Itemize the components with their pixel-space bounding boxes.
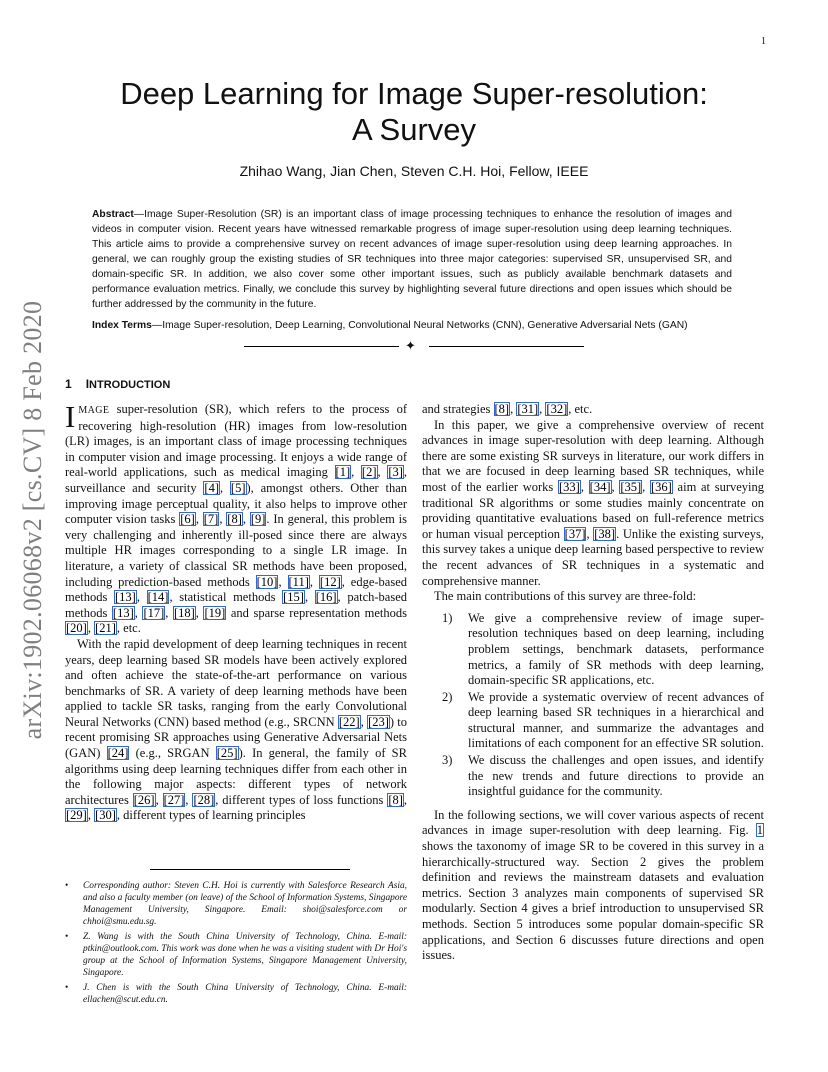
citation-link[interactable]: [5]	[230, 480, 246, 495]
citation-link[interactable]: [12]	[319, 574, 341, 589]
index-terms-dash: —	[151, 320, 163, 331]
text-run: (e.g., SRGAN	[129, 746, 216, 761]
small-caps-word: MAGE	[78, 405, 110, 416]
citation-link[interactable]: [31]	[517, 402, 539, 416]
text-run: ,	[87, 621, 95, 636]
text-run: , different types of loss functions	[215, 792, 388, 807]
citation-link[interactable]: [1]	[335, 465, 351, 480]
divider-line-left	[244, 346, 399, 347]
citation-link[interactable]: [29]	[66, 808, 87, 823]
text-run: With the rapid development of deep learning techniques in recent years, deep learning based SR models have been actively explored and often achieve the state-of-the-art performance on various benchmarks of SR. A variety of deep learning methods have been applied to tackle SR tasks, ranging from the early Convolutional Neural Networks (CNN) based method (e.g., SRCNN	[65, 636, 407, 729]
list-item-number: 2)	[442, 689, 453, 704]
list-item-number: 1)	[442, 610, 453, 625]
abstract-dash: —	[133, 209, 145, 220]
bullet-icon: •	[65, 932, 69, 942]
figure-link[interactable]: 1	[756, 823, 763, 838]
index-terms	[92, 318, 752, 333]
list-item-text: We discuss the challenges and open issues, and identify the new trends and future directions to provide an insightful guidance for the community.	[468, 753, 764, 799]
text-run: , surveillance and security	[65, 465, 408, 495]
divider-line-right	[429, 346, 584, 347]
list-item-text: We give a comprehensive review of image super-resolution techniques based on deep learning, including problem settings, benchmark datasets, performance metrics, a family of SR methods with deep learning, domain-specific SR applications, etc.	[468, 610, 764, 688]
text-run: ,	[87, 808, 95, 823]
text-run: , etc.	[568, 402, 593, 416]
citation-link[interactable]: [8]	[494, 402, 510, 416]
citation-link[interactable]: [27]	[163, 792, 185, 807]
intro-paragraph-2-continued	[422, 402, 764, 418]
text-run: ,	[403, 792, 408, 807]
text-run: ) to recent promising SR approaches using Generative Adversarial Nets (GAN)	[65, 714, 408, 761]
text-run: ). In general, the family of SR algorithms using deep learning techniques differ from each other in the following major aspects: different types of network architectures	[65, 746, 407, 807]
citation-link[interactable]: [6]	[180, 512, 195, 527]
text-run: ,	[219, 480, 230, 495]
text-run: ,	[185, 792, 193, 807]
right-column	[422, 402, 764, 964]
list-item	[422, 690, 764, 752]
footnote-item	[65, 880, 407, 928]
section-title-rest: NTRODUCTION	[89, 379, 171, 391]
text-run: shows the taxonomy of image SR to be covered in this survey in a hierarchically-structured way. Section 2 gives the problem definition and reviews the mainstream datasets and evaluation metrics. Section 3 analyzes main components of supervised SR modularly. Section 4 gives a brief introduction to unsupervised SR methods. Section 5 introduces some popular domain-specific SR applications, and Section 6 discusses future directions and open issues.	[422, 839, 764, 963]
footnote-item	[65, 931, 407, 979]
text-run: ,	[360, 714, 368, 729]
index-terms-label: Index Terms	[92, 320, 152, 331]
section-divider	[244, 340, 584, 352]
text-run: ,	[586, 526, 594, 541]
citation-link[interactable]: [8]	[388, 792, 403, 807]
contributions-intro: The main contributions of this survey are three-fold:	[434, 589, 697, 604]
citation-link[interactable]: [21]	[95, 621, 116, 636]
text-run: ,	[351, 465, 361, 480]
text-run: ), amongst others. Other than improving image perceptual quality, it also helps to improve other computer vision tasks	[65, 480, 407, 527]
text-run: ,	[155, 792, 163, 807]
citation-link[interactable]: [32]	[546, 402, 568, 416]
footnote-text: Corresponding author: Steven C.H. Hoi is currently with Salesforce Research Asia, and also a faculty member (on leave) of the School of Information Systems, Singapore Management University, Singapore. Email: shoi@salesforce.com or chhoi@smu.edu.sg.	[83, 881, 407, 927]
list-item-text: We provide a systematic overview of recent advances of deep learning based SR techniques in a hierarchical and structural manner, and summarize the advantages and limitations of each component for an effective SR solution.	[468, 689, 764, 751]
text-run: ,	[165, 605, 173, 620]
bullet-icon: •	[65, 881, 69, 891]
section-title-first-letter: I	[85, 377, 90, 391]
intro-paragraph-1	[65, 399, 408, 637]
title-line-1: Deep Learning for Image Super-resolution:	[120, 76, 708, 111]
citation-link[interactable]: [23]	[368, 714, 389, 729]
citation-link[interactable]: [11]	[288, 574, 309, 589]
text-run: ,	[539, 402, 546, 416]
text-run: . Unlike the existing surveys, this survey takes a unique deep learning based perspective to review the recent advances of SR techniques in a systematic and comprehensive manner.	[422, 526, 765, 588]
citation-link[interactable]: [34]	[589, 479, 611, 494]
abstract-label: Abstract	[92, 209, 134, 220]
footnotes	[65, 880, 407, 1009]
intro-paragraph-4	[422, 808, 764, 964]
list-item	[422, 753, 764, 800]
text-run: super-resolution (SR), which refers to the process of recovering high-resolution (HR) images from low-resolution (LR) images, is an important class of image processing techniques in computer vision and image processing. It enjoys a wide range of real-world applications, such as medical imaging	[65, 402, 407, 480]
text-run: ,	[242, 512, 250, 527]
text-run: and sparse representation methods	[226, 605, 407, 620]
text-run: ,	[580, 479, 589, 494]
divider-star-icon: ✦	[405, 338, 416, 353]
citation-link[interactable]: [2]	[361, 465, 377, 480]
citation-link[interactable]: [33]	[559, 479, 580, 494]
footnote-rule	[150, 869, 350, 870]
citation-link[interactable]: [25]	[216, 746, 238, 761]
footnote-text: J. Chen is with the South China University of Technology, China. E-mail: ellachen@scut.edu.cn.	[83, 983, 407, 1005]
list-item-number: 3)	[442, 753, 453, 768]
text-run: ,	[134, 605, 143, 620]
left-column	[65, 399, 408, 824]
section-heading-introduction	[65, 377, 170, 391]
text-run: , patch-based methods	[65, 590, 408, 620]
text-run: , edge-based methods	[65, 574, 408, 605]
citation-link[interactable]: [20]	[66, 621, 87, 636]
index-terms-text: Image Super-resolution, Deep Learning, Convolutional Neural Networks (CNN), Generative Adversarial Nets (GAN)	[162, 320, 688, 331]
text-run: ,	[304, 590, 315, 605]
citation-link[interactable]: [9]	[250, 512, 266, 527]
text-run: , statistical methods	[169, 590, 283, 605]
citation-link[interactable]: [36]	[651, 479, 672, 494]
text-run: ,	[611, 479, 620, 494]
footnote-text: Z. Wang is with the South China University of Technology, China. E-mail: ptkin@outlook.com. This work was done when he was a visiting student with Dr Hoi's group at the School of Information Systems, Singapore Management University, Singapore.	[83, 932, 407, 978]
list-item	[422, 611, 764, 689]
citation-link[interactable]: [14]	[147, 590, 169, 605]
text-run: ,	[136, 590, 147, 605]
citation-link[interactable]: [4]	[204, 480, 219, 495]
author-list: Zhihao Wang, Jian Chen, Steven C.H. Hoi, Fellow, IEEE	[239, 163, 589, 179]
paper-title	[60, 76, 768, 148]
text-run: and strategies	[422, 402, 494, 416]
text-run: ,	[510, 402, 517, 416]
text-run: ,	[377, 465, 388, 480]
citation-link[interactable]: [13]	[112, 605, 134, 620]
text-run: ,	[642, 479, 651, 494]
text-run: In this paper, we give a comprehensive overview of recent advances in image super-resolution with deep learning. Although there are some existing SR surveys in literature, our work differs in that we are focused in deep learning based SR techniques, while most of the earlier works	[422, 417, 764, 494]
text-run: . In general, this problem is very challenging and inherently ill-posed since there are always multiple HR images corresponding to a single LR image. In literature, a variety of classical SR methods have been proposed, including prediction-based methods	[65, 512, 408, 589]
page-number: 1	[761, 36, 766, 47]
bullet-icon: •	[65, 983, 69, 993]
text-run: ,	[219, 512, 227, 527]
citation-link[interactable]: [37]	[564, 526, 586, 541]
citation-link[interactable]: [7]	[203, 512, 219, 527]
text-run: In the following sections, we will cover various aspects of recent advances in image super-resolution with deep learning. Fig.	[422, 807, 764, 838]
abstract	[92, 207, 732, 312]
citation-link[interactable]: [26]	[133, 792, 155, 807]
abstract-text: Image Super-Resolution (SR) is an important class of image processing techniques to enhance the resolution of images and videos in computer vision. Recent years have witnessed remarkable progress of image super-resolution using deep learning techniques. This article aims to provide a comprehensive survey on recent advances of image super-resolution using deep learning approaches. In general, we can roughly group the existing studies of SR techniques into three major categories: supervised SR, unsupervised SR, and domain-specific SR. In addition, we also cover some other important issues, such as publicly available benchmark datasets and performance evaluation metrics. Finally, we conclude this survey by highlighting several future directions and open issues which should be further addressed by the community in the future.	[92, 209, 732, 310]
text-run: , different types of learning principles	[116, 808, 306, 823]
citation-link[interactable]: [24]	[107, 746, 129, 761]
citation-link[interactable]: [22]	[338, 714, 360, 729]
citation-link[interactable]: [13]	[115, 590, 136, 605]
arxiv-identifier-stamp: arXiv:1902.06068v2 [cs.CV] 8 Feb 2020	[18, 300, 47, 740]
citation-link[interactable]: [30]	[95, 808, 116, 823]
citation-link[interactable]: [8]	[227, 512, 242, 527]
text-run: , etc.	[116, 621, 141, 636]
drop-cap: I	[65, 399, 76, 434]
citation-link[interactable]: [3]	[388, 465, 403, 480]
citation-link[interactable]: [28]	[193, 792, 215, 807]
citation-link[interactable]: [19]	[204, 605, 226, 620]
citation-link[interactable]: [35]	[620, 479, 642, 494]
citation-link[interactable]: [17]	[143, 605, 165, 620]
intro-paragraph-3	[422, 418, 764, 590]
title-line-2: A Survey	[351, 112, 477, 147]
citation-link[interactable]: [16]	[315, 590, 337, 605]
contributions-list	[422, 611, 764, 800]
citation-link[interactable]: [18]	[173, 605, 195, 620]
citation-link[interactable]: [15]	[283, 590, 304, 605]
text-run: ,	[195, 605, 204, 620]
text-run: ,	[195, 512, 203, 527]
citation-link[interactable]: [38]	[594, 526, 616, 541]
text-run: ,	[309, 574, 319, 589]
footnote-item	[65, 982, 407, 1006]
intro-paragraph-2	[65, 637, 407, 824]
citation-link[interactable]: [10]	[256, 574, 278, 589]
text-run: ,	[278, 574, 288, 589]
section-number: 1	[65, 377, 72, 391]
text-run: aim at surveying traditional SR algorithms or some studies mainly concentrate on providing quantitative evaluations based on full-reference metrics or human visual perception	[422, 479, 765, 541]
